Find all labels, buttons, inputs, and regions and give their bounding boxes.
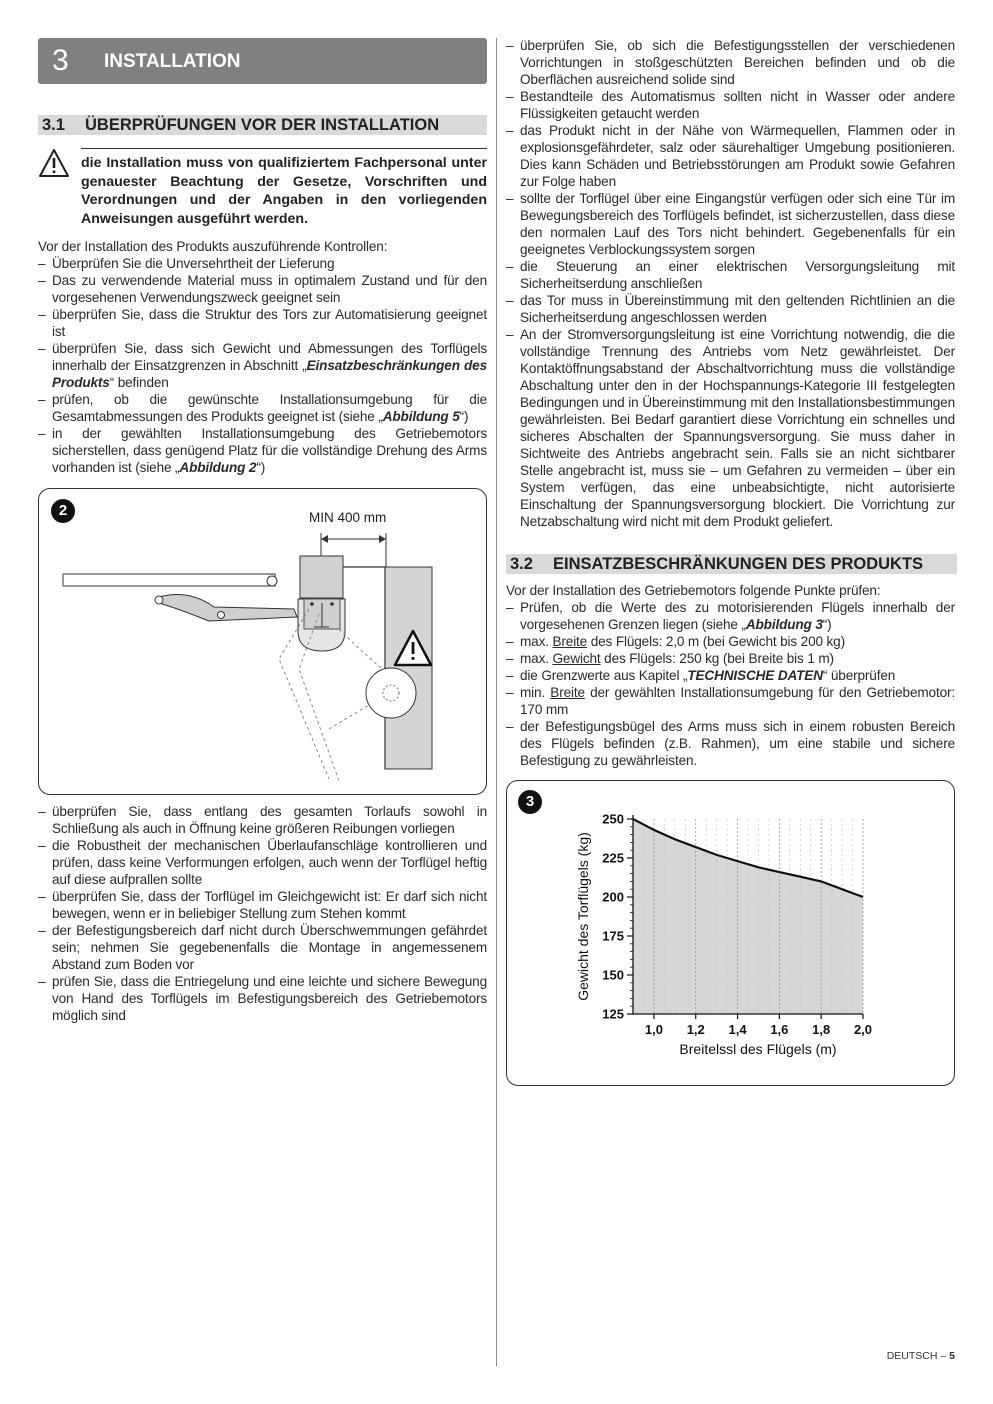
figure-2 <box>38 488 487 795</box>
y-tick-label: 150 <box>602 967 624 983</box>
chapter-header <box>38 38 487 84</box>
y-tick-label: 225 <box>602 850 624 866</box>
list-item: – max. Gewicht des Flügels: 250 kg (bei Breite bis 1 m) <box>506 650 955 667</box>
page-footer <box>887 1350 955 1362</box>
list-item: – das Tor muss in Übereinstimmung mit den geltenden Richtlinien an die Sicherheitserdung angeschlossen werden <box>506 292 955 326</box>
x-tick-label: 2,0 <box>853 1022 873 1037</box>
chapter-reference: TECHNISCHE DATEN <box>687 668 823 683</box>
section-heading-3-2 <box>506 554 957 574</box>
y-tick-label: 250 <box>602 811 624 827</box>
list-item: – prüfen Sie, dass die Entriegelung und eine leichte und sichere Bewegung von Hand des Torflügels im Befestigungsbereich des Getriebemotors möglich sind <box>38 973 487 1024</box>
section-reference: Einsatzbeschränkungen des Produkts <box>52 358 487 390</box>
x-tick-label: 1,0 <box>644 1022 663 1037</box>
list-item: – überprüfen Sie, dass entlang des gesamten Torlaufs sowohl in Schließung als auch in Öffnung keine größeren Reibungen vorliegen <box>38 803 487 837</box>
x-axis-label: Breitelssl des Flügels (m) <box>679 1041 837 1057</box>
warning-rule <box>81 148 487 149</box>
figure-badge: 3 <box>518 790 542 814</box>
figure-reference: Abbildung 3 <box>745 617 823 632</box>
list-item: – Bestandteile des Automatismus sollten nicht in Wasser oder andere Flüssigkeiten getaucht werden <box>506 88 955 122</box>
section-title: EINSATZBESCHRÄNKUNGEN DES PRODUKTS <box>553 555 924 573</box>
checklist-a <box>38 255 487 476</box>
column-divider <box>496 38 497 1366</box>
list-item: – überprüfen Sie, dass die Struktur des Tors zur Automatisierung geeignet ist <box>38 306 487 340</box>
list-item: – überprüfen Sie, ob sich die Befestigungsstellen der verschiedenen Vorrichtungen in stoßgeschützten Bereichen befinden und ob die Oberflächen ausreichend solide sind <box>506 37 955 88</box>
list-item: – prüfen, ob die gewünschte Installationsumgebung für die Gesamtabmessungen des Produkts geeignet ist (siehe „Abbildung 5“) <box>38 391 487 425</box>
list-item: – Prüfen, ob die Werte des zu motorisierenden Flügels innerhalb der vorgesehenen Grenzen liegen (siehe „Abbildung 3“) <box>506 599 955 633</box>
list-item: – das Produkt nicht in der Nähe von Wärmequellen, Flammen oder in explosionsgefährdeter, salz oder säurehaltiger Umgebung positionieren. Dies kann Schäden und Betriebsstörungen am Produkt sowie Gefahren zur Folge haben <box>506 122 955 190</box>
x-tick-label: 1,8 <box>812 1022 831 1037</box>
chapter-title: INSTALLATION <box>104 51 241 72</box>
checklist-limits <box>506 599 955 769</box>
weight-width-chart <box>507 781 954 1085</box>
x-tick-label: 1,4 <box>728 1022 747 1037</box>
section-number: 3.2 <box>510 555 533 573</box>
x-tick-label: 1,6 <box>770 1022 789 1037</box>
section-number: 3.1 <box>42 116 65 134</box>
list-item: – der Befestigungsbügel des Arms muss sich in einem robusten Bereich des Flügels befinden (z.B. Rahmen), um eine stabile und sichere Befestigung zu gewährleisten. <box>506 718 955 769</box>
list-item: – max. Breite des Flügels: 2,0 m (bei Gewicht bis 200 kg) <box>506 633 955 650</box>
list-item: – überprüfen Sie, dass der Torflügel im Gleichgewicht ist: Er darf sich nicht bewegen, wenn er in beliebiger Stellung zum Stehen kommt <box>38 888 487 922</box>
warning-icon <box>38 148 70 178</box>
list-item: – Das zu verwendende Material muss in optimalem Zustand und für den vorgesehenen Verwendungszweck geeignet sein <box>38 272 487 306</box>
list-item: – überprüfen Sie, dass sich Gewicht und Abmessungen des Torflügels innerhalb der Einsatzgrenzen in Abschnitt „Einsatzbeschränkungen des Produkts“ befinden <box>38 340 487 391</box>
checklist-c <box>506 37 955 530</box>
page-number: 5 <box>949 1350 955 1362</box>
dimension-label: MIN 400 mm <box>309 510 387 525</box>
y-tick-label: 175 <box>602 928 624 944</box>
list-item: – die Grenzwerte aus Kapitel „TECHNISCHE DATEN“ überprüfen <box>506 667 955 684</box>
y-tick-label: 125 <box>602 1006 624 1022</box>
footer-language: DEUTSCH – <box>886 1350 950 1362</box>
figure-reference: Abbildung 5 <box>382 409 460 424</box>
list-item: – Überprüfen Sie die Unversehrtheit der Lieferung <box>38 255 487 272</box>
y-axis-label: Gewicht des Torflügels (kg) <box>575 832 591 1001</box>
y-tick-label: 200 <box>602 889 624 905</box>
chapter-number: 3 <box>52 44 69 77</box>
list-item: – An der Stromversorgungsleitung ist eine Vorrichtung notwendig, die die vollständige Trennung des Antriebs vom Netz gewährleistet. Der Kontaktöffnungsabstand der Abschaltvorrichtung muss die vollständige Abschaltung unter den in der Hochspannungs-Kategorie III festgelegten Bedingungen und in Übereinstimmung mit den Installationsbestimmungen gewährleisten. Bei Bedarf garantiert diese Vorrichtung ein schnelles und sicheres Abschalten der Spannungsversorgung. Sie muss daher in Sichtweite des Antriebs angebracht sein. Falls sie an nicht sichtbarer Stelle angebracht ist, muss sie – um Gefahren zu vermeiden – über ein System verfügen, das eine unbeabsichtigte, nicht autorisierte Einschaltung der Spannungsversorgung blockiert. Die Vorrichtung zur Netzabschaltung wird nicht mit dem Produkt geliefert. <box>506 326 955 530</box>
figure-3 <box>506 780 955 1086</box>
list-item: – in der gewählten Installationsumgebung des Getriebemotors sicherstellen, dass genügend Platz für die vollständige Drehung des Arms vorhanden ist (siehe „Abbildung 2“) <box>38 425 487 476</box>
intro-text: Vor der Installation des Produkts auszuführende Kontrollen: <box>38 239 388 254</box>
x-tick-label: 1,2 <box>686 1022 705 1037</box>
warning-text: die Installation muss von qualifiziertem Fachpersonal unter genauester Beachtung der Gesetze, Vorschriften und Verordnungen und der Angaben in den vorliegenden Anweisungen ausgeführt werden. <box>81 155 487 227</box>
figure-badge: 2 <box>51 499 75 523</box>
figure-reference: Abbildung 2 <box>179 460 257 475</box>
section-heading-3-1 <box>38 115 487 135</box>
list-item: – die Robustheit der mechanischen Überlaufanschläge kontrollieren und prüfen, dass keine Verformungen erfolgen, auch wenn der Torflügel heftig auf diese aufprallen sollte <box>38 837 487 888</box>
list-item: – der Befestigungsbereich darf nicht durch Überschwemmungen gefährdet sein; nehmen Sie gegebenenfalls die Montage in angemessenem Abstand zum Boden vor <box>38 922 487 973</box>
list-item: – sollte der Torflügel über eine Eingangstür verfügen oder sich eine Tür im Bewegungsbereich des Torflügels befindet, ist sicherzustellen, dass diese den normalen Lauf des Tors nicht behindert. Gegebenenfalls für ein geeignetes Verblockungssystem sorgen <box>506 190 955 258</box>
section-title: ÜBERPRÜFUNGEN VOR DER INSTALLATION <box>85 116 440 134</box>
intro-text: Vor der Installation des Getriebemotors folgende Punkte prüfen: <box>506 583 881 598</box>
opener-installation-drawing <box>39 489 486 794</box>
checklist-b <box>38 803 487 1024</box>
list-item: – die Steuerung an einer elektrischen Versorgungsleitung mit Sicherheitserdung anschließen <box>506 258 955 292</box>
list-item: – min. Breite der gewählten Installationsumgebung für den Getriebemotor: 170 mm <box>506 684 955 718</box>
